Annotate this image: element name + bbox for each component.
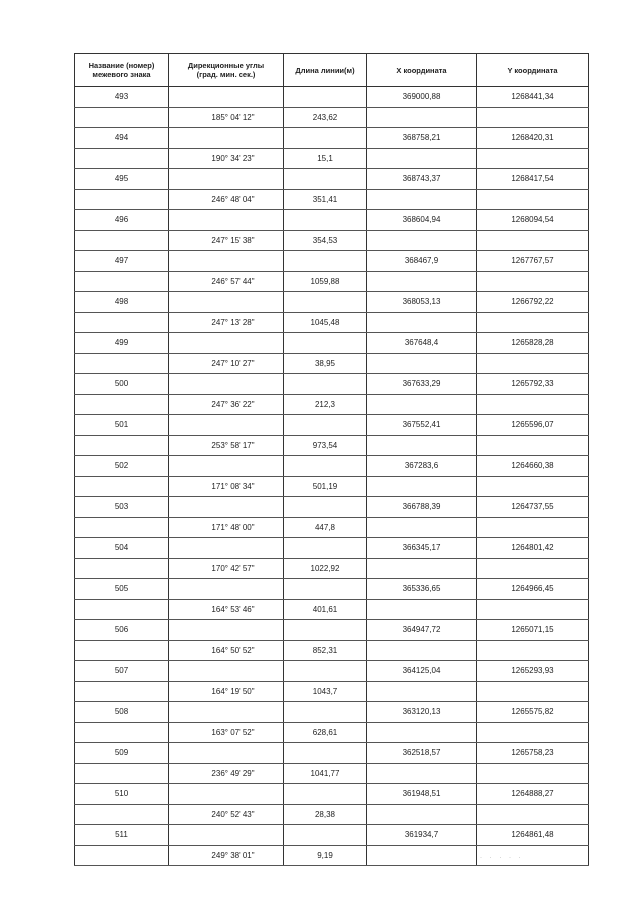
empty-cell (75, 640, 169, 661)
direction-angle-cell: 247° 13' 28" (169, 312, 284, 333)
point-name-cell: 493 (75, 87, 169, 108)
y-coordinate-cell: 1265071,15 (477, 620, 589, 641)
y-coordinate-cell: 1264737,55 (477, 497, 589, 518)
direction-angle-cell: 247° 10' 27" (169, 353, 284, 374)
line-length-cell: 212,3 (284, 394, 367, 415)
direction-angle-cell: 164° 53' 46" (169, 599, 284, 620)
y-coordinate-cell: 1264861,48 (477, 825, 589, 846)
empty-cell (169, 497, 284, 518)
empty-cell (75, 107, 169, 128)
point-name-cell: 510 (75, 784, 169, 805)
table-row-point (75, 743, 589, 764)
empty-cell (75, 722, 169, 743)
point-name-cell: 511 (75, 825, 169, 846)
scan-specks: · · · · · (480, 855, 524, 861)
direction-angle-cell: 236° 49' 29" (169, 763, 284, 784)
line-length-cell: 1059,88 (284, 271, 367, 292)
empty-cell (477, 476, 589, 497)
x-coordinate-cell: 366788,39 (367, 497, 477, 518)
table-row-point (75, 456, 589, 477)
empty-cell (284, 784, 367, 805)
empty-cell (367, 722, 477, 743)
empty-cell (477, 148, 589, 169)
y-coordinate-cell: 1266792,22 (477, 292, 589, 313)
empty-cell (169, 784, 284, 805)
empty-cell (75, 394, 169, 415)
y-coordinate-cell: 1265792,33 (477, 374, 589, 395)
empty-cell (284, 128, 367, 149)
empty-cell (169, 579, 284, 600)
x-coordinate-cell: 367648,4 (367, 333, 477, 354)
empty-cell (477, 271, 589, 292)
direction-angle-cell: 164° 50' 52" (169, 640, 284, 661)
empty-cell (367, 804, 477, 825)
table-row-point (75, 415, 589, 436)
table-row-segment (75, 230, 589, 251)
empty-cell (477, 763, 589, 784)
point-name-cell: 502 (75, 456, 169, 477)
empty-cell (75, 558, 169, 579)
direction-angle-cell: 164° 19' 50" (169, 681, 284, 702)
header-point-name-line1: Название (номер) (88, 61, 155, 70)
table-row-segment (75, 722, 589, 743)
empty-cell (284, 538, 367, 559)
point-name-cell: 506 (75, 620, 169, 641)
empty-cell (169, 333, 284, 354)
point-name-cell: 498 (75, 292, 169, 313)
x-coordinate-cell: 367633,29 (367, 374, 477, 395)
empty-cell (169, 456, 284, 477)
empty-cell (367, 476, 477, 497)
empty-cell (477, 189, 589, 210)
empty-cell (169, 415, 284, 436)
empty-cell (284, 415, 367, 436)
header-x: X координата (367, 54, 477, 87)
point-name-cell: 497 (75, 251, 169, 272)
empty-cell (367, 107, 477, 128)
header-angle-line1: Дирекционные углы (187, 61, 265, 70)
header-point-name-line2: межевого знака (92, 70, 151, 79)
empty-cell (367, 271, 477, 292)
direction-angle-cell: 247° 15' 38" (169, 230, 284, 251)
empty-cell (169, 169, 284, 190)
line-length-cell: 28,38 (284, 804, 367, 825)
direction-angle-cell: 190° 34' 23" (169, 148, 284, 169)
line-length-cell: 401,61 (284, 599, 367, 620)
direction-angle-cell: 247° 36' 22" (169, 394, 284, 415)
direction-angle-cell: 185° 04' 12" (169, 107, 284, 128)
y-coordinate-cell: 1265596,07 (477, 415, 589, 436)
direction-angle-cell: 253° 58' 17" (169, 435, 284, 456)
table-row-point (75, 784, 589, 805)
empty-cell (284, 210, 367, 231)
line-length-cell: 243,62 (284, 107, 367, 128)
point-name-cell: 508 (75, 702, 169, 723)
empty-cell (75, 845, 169, 866)
empty-cell (367, 435, 477, 456)
empty-cell (284, 497, 367, 518)
empty-cell (284, 292, 367, 313)
empty-cell (367, 763, 477, 784)
y-coordinate-cell: 1268441,34 (477, 87, 589, 108)
point-name-cell: 501 (75, 415, 169, 436)
point-name-cell: 495 (75, 169, 169, 190)
direction-angle-cell: 163° 07' 52" (169, 722, 284, 743)
x-coordinate-cell: 361948,51 (367, 784, 477, 805)
x-coordinate-cell: 366345,17 (367, 538, 477, 559)
x-coordinate-cell: 368467,9 (367, 251, 477, 272)
empty-cell (284, 333, 367, 354)
empty-cell (477, 517, 589, 538)
empty-cell (477, 681, 589, 702)
empty-cell (367, 599, 477, 620)
line-length-cell: 38,95 (284, 353, 367, 374)
direction-angle-cell: 171° 08' 34" (169, 476, 284, 497)
coordinates-table (74, 53, 589, 866)
line-length-cell: 354,53 (284, 230, 367, 251)
empty-cell (75, 599, 169, 620)
empty-cell (284, 620, 367, 641)
direction-angle-cell: 249° 38' 01" (169, 845, 284, 866)
empty-cell (169, 128, 284, 149)
empty-cell (367, 189, 477, 210)
header-angle-line2: (град. мин. сек.) (196, 70, 256, 79)
point-name-cell: 509 (75, 743, 169, 764)
y-coordinate-cell: 1265828,28 (477, 333, 589, 354)
empty-cell (75, 189, 169, 210)
table-row-segment (75, 804, 589, 825)
table-row-segment (75, 763, 589, 784)
point-name-cell: 494 (75, 128, 169, 149)
table-row-segment (75, 148, 589, 169)
empty-cell (367, 517, 477, 538)
empty-cell (284, 87, 367, 108)
y-coordinate-cell: 1264660,38 (477, 456, 589, 477)
line-length-cell: 1022,92 (284, 558, 367, 579)
table-row-point (75, 292, 589, 313)
table-row-point (75, 661, 589, 682)
table-row-segment (75, 599, 589, 620)
header-angle (169, 54, 284, 87)
point-name-cell: 496 (75, 210, 169, 231)
empty-cell (284, 579, 367, 600)
empty-cell (367, 353, 477, 374)
table-row-segment (75, 517, 589, 538)
empty-cell (169, 251, 284, 272)
table-row-segment (75, 476, 589, 497)
table-body (75, 87, 589, 866)
x-coordinate-cell: 367283,6 (367, 456, 477, 477)
table-row-segment (75, 353, 589, 374)
line-length-cell: 351,41 (284, 189, 367, 210)
empty-cell (284, 825, 367, 846)
y-coordinate-cell: 1268417,54 (477, 169, 589, 190)
empty-cell (477, 640, 589, 661)
empty-cell (75, 681, 169, 702)
table-row-point (75, 251, 589, 272)
x-coordinate-cell: 368053,13 (367, 292, 477, 313)
empty-cell (169, 743, 284, 764)
table-row-point (75, 169, 589, 190)
empty-cell (367, 148, 477, 169)
table-row-segment (75, 107, 589, 128)
y-coordinate-cell: 1264966,45 (477, 579, 589, 600)
empty-cell (169, 702, 284, 723)
empty-cell (477, 230, 589, 251)
empty-cell (169, 292, 284, 313)
table-row-segment (75, 271, 589, 292)
empty-cell (284, 374, 367, 395)
empty-cell (75, 312, 169, 333)
empty-cell (477, 353, 589, 374)
empty-cell (169, 87, 284, 108)
table-row-point (75, 128, 589, 149)
y-coordinate-cell: 1268094,54 (477, 210, 589, 231)
table-row-point (75, 210, 589, 231)
empty-cell (367, 394, 477, 415)
empty-cell (75, 435, 169, 456)
empty-cell (477, 804, 589, 825)
empty-cell (284, 743, 367, 764)
y-coordinate-cell: 1265575,82 (477, 702, 589, 723)
empty-cell (75, 353, 169, 374)
x-coordinate-cell: 364125,04 (367, 661, 477, 682)
y-coordinate-cell: 1267767,57 (477, 251, 589, 272)
empty-cell (284, 702, 367, 723)
empty-cell (477, 558, 589, 579)
table-row-point (75, 538, 589, 559)
x-coordinate-cell: 367552,41 (367, 415, 477, 436)
empty-cell (367, 640, 477, 661)
x-coordinate-cell: 364947,72 (367, 620, 477, 641)
x-coordinate-cell: 368758,21 (367, 128, 477, 149)
table-row-point (75, 579, 589, 600)
direction-angle-cell: 170° 42' 57" (169, 558, 284, 579)
x-coordinate-cell: 368743,37 (367, 169, 477, 190)
empty-cell (75, 148, 169, 169)
line-length-cell: 852,31 (284, 640, 367, 661)
empty-cell (477, 394, 589, 415)
direction-angle-cell: 171° 48' 00" (169, 517, 284, 538)
empty-cell (477, 107, 589, 128)
y-coordinate-cell: 1265293,93 (477, 661, 589, 682)
table-row-segment (75, 558, 589, 579)
table-row-point (75, 825, 589, 846)
x-coordinate-cell: 368604,94 (367, 210, 477, 231)
line-length-cell: 973,54 (284, 435, 367, 456)
empty-cell (75, 804, 169, 825)
empty-cell (367, 558, 477, 579)
table-row-point (75, 333, 589, 354)
empty-cell (75, 476, 169, 497)
empty-cell (284, 661, 367, 682)
table-row-segment (75, 435, 589, 456)
point-name-cell: 503 (75, 497, 169, 518)
line-length-cell: 9,19 (284, 845, 367, 866)
empty-cell (477, 435, 589, 456)
empty-cell (367, 230, 477, 251)
point-name-cell: 500 (75, 374, 169, 395)
table-row-segment (75, 189, 589, 210)
empty-cell (477, 599, 589, 620)
y-coordinate-cell: 1264888,27 (477, 784, 589, 805)
empty-cell (284, 169, 367, 190)
empty-cell (477, 312, 589, 333)
direction-angle-cell: 246° 48' 04" (169, 189, 284, 210)
direction-angle-cell: 246° 57' 44" (169, 271, 284, 292)
table-row-point (75, 87, 589, 108)
empty-cell (169, 661, 284, 682)
direction-angle-cell: 240° 52' 43" (169, 804, 284, 825)
header-y: Y координата (477, 54, 589, 87)
table-row-point (75, 497, 589, 518)
x-coordinate-cell: 361934,7 (367, 825, 477, 846)
y-coordinate-cell: 1268420,31 (477, 128, 589, 149)
empty-cell (169, 825, 284, 846)
table-header (75, 54, 589, 87)
table-row-segment (75, 640, 589, 661)
x-coordinate-cell: 362518,57 (367, 743, 477, 764)
point-name-cell: 505 (75, 579, 169, 600)
table-row-point (75, 620, 589, 641)
empty-cell (75, 763, 169, 784)
line-length-cell: 1041,77 (284, 763, 367, 784)
line-length-cell: 447,8 (284, 517, 367, 538)
empty-cell (367, 681, 477, 702)
x-coordinate-cell: 363120,13 (367, 702, 477, 723)
line-length-cell: 1043,7 (284, 681, 367, 702)
empty-cell (75, 230, 169, 251)
line-length-cell: 501,19 (284, 476, 367, 497)
table-row-segment (75, 681, 589, 702)
table-row-point (75, 702, 589, 723)
table-row-segment (75, 312, 589, 333)
empty-cell (75, 517, 169, 538)
empty-cell (169, 538, 284, 559)
y-coordinate-cell: 1265758,23 (477, 743, 589, 764)
x-coordinate-cell: 369000,88 (367, 87, 477, 108)
empty-cell (284, 456, 367, 477)
point-name-cell: 499 (75, 333, 169, 354)
x-coordinate-cell: 365336,65 (367, 579, 477, 600)
empty-cell (284, 251, 367, 272)
line-length-cell: 1045,48 (284, 312, 367, 333)
empty-cell (477, 722, 589, 743)
table-row-segment (75, 394, 589, 415)
empty-cell (75, 271, 169, 292)
empty-cell (367, 845, 477, 866)
y-coordinate-cell: 1264801,42 (477, 538, 589, 559)
header-point-name (75, 54, 169, 87)
line-length-cell: 15,1 (284, 148, 367, 169)
header-length: Длина линии(м) (284, 54, 367, 87)
line-length-cell: 628,61 (284, 722, 367, 743)
empty-cell (169, 374, 284, 395)
empty-cell (367, 312, 477, 333)
point-name-cell: 504 (75, 538, 169, 559)
empty-cell (169, 210, 284, 231)
table-row-point (75, 374, 589, 395)
empty-cell (169, 620, 284, 641)
point-name-cell: 507 (75, 661, 169, 682)
